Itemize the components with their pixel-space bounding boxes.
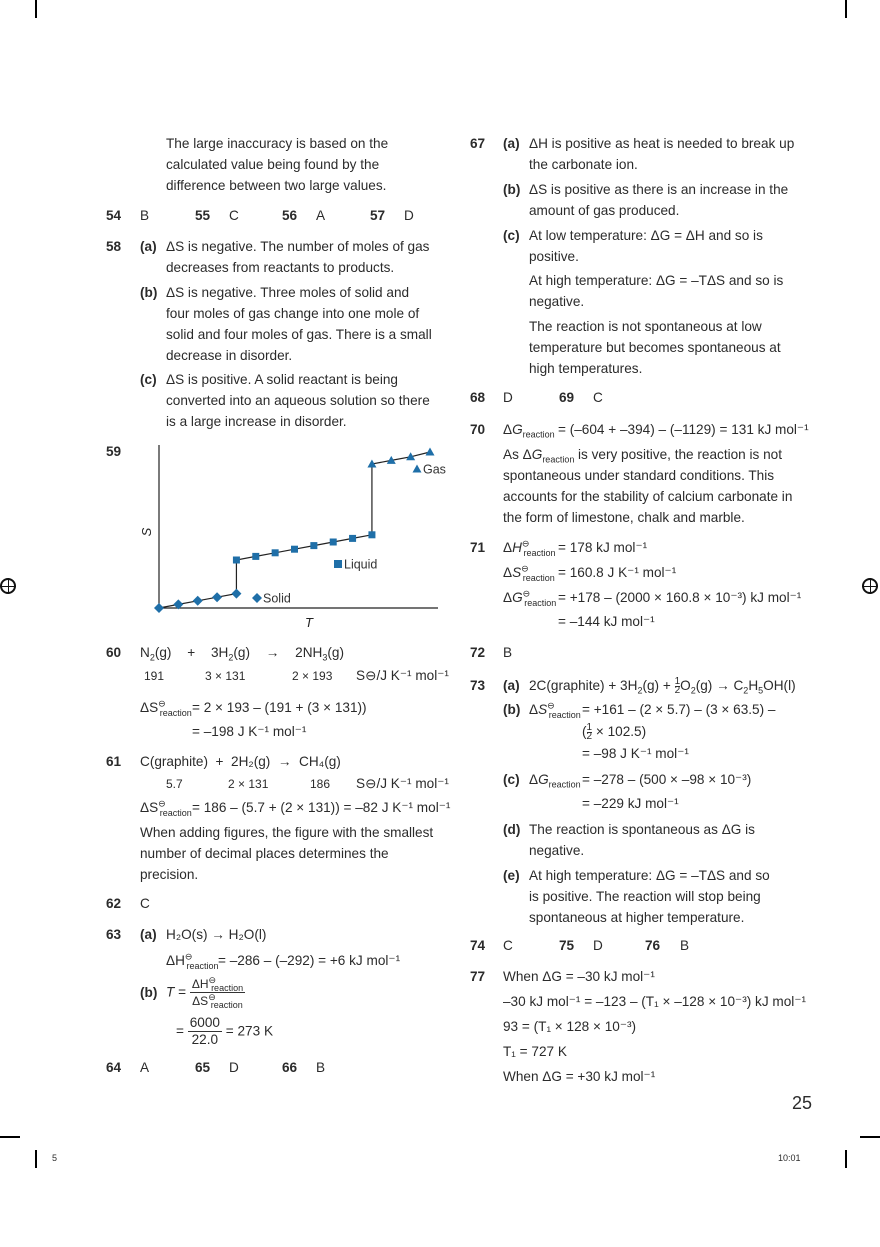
question-number: 64: [106, 1060, 122, 1075]
question-number: 74: [470, 938, 486, 953]
y-axis-label: S: [139, 527, 154, 537]
footer-right: 10:01: [778, 1153, 801, 1163]
calculation: = (–604 + –394) – (–1129) = 131 kJ mol⁻¹: [558, 422, 809, 437]
equation: $N_2(g) + 3H_2(g) \to 2NH_3(g)$: [140, 645, 345, 663]
part-label: (a): [503, 678, 520, 693]
part-label: (a): [503, 136, 520, 151]
delta-s-label: $\Delta S^⊖_{reaction}$: [140, 698, 192, 718]
question-number: 58: [106, 239, 122, 254]
answer-line: ΔS is negative. The number of moles of gas: [166, 239, 430, 254]
part-label: (c): [140, 372, 157, 387]
crop-mark: [0, 1136, 20, 1138]
result: = –198 J K⁻¹ mol⁻¹: [192, 724, 307, 739]
part-label: (b): [140, 285, 158, 300]
answer-line: When ΔG = –30 kJ mol⁻¹: [503, 969, 655, 984]
legend-label: Gas: [423, 462, 446, 477]
page-number: 25: [792, 1093, 813, 1113]
legend-label: Liquid: [344, 557, 378, 572]
question-number: 71: [470, 540, 486, 555]
calculation: = 160.8 J K⁻¹ mol⁻¹: [558, 565, 677, 580]
legend-label: Solid: [263, 591, 291, 606]
registration-mark-icon: [0, 578, 16, 594]
part-label: (c): [503, 772, 520, 787]
question-number: 63: [106, 927, 122, 942]
question-number: 60: [106, 645, 122, 660]
delta-g-label: As $\Delta G_{reaction}$: [503, 447, 575, 465]
answer-line: ΔH is positive as heat is needed to break up: [529, 136, 795, 151]
answer: D: [404, 208, 414, 223]
answer-line: The reaction is not spontaneous at low: [529, 319, 762, 334]
question-number: 75: [559, 938, 575, 953]
delta-h-label: $\Delta H^⊖_{reaction}$: [166, 951, 219, 971]
text-line: is very positive, the reaction is not: [578, 447, 782, 462]
delta-s-label: $\Delta S^⊖_{reaction}$: [140, 798, 192, 818]
answer-line: 93 = (T₁ × 128 × 10⁻³): [503, 1019, 637, 1034]
question-number: 65: [195, 1060, 211, 1075]
answer-line: decreases from reactants to products.: [166, 260, 395, 275]
answer-line: is a large increase in disorder.: [166, 414, 347, 429]
data-point: [310, 542, 317, 549]
answer-line: decrease in disorder.: [166, 348, 293, 363]
text-line: number of decimal places determines the: [140, 846, 389, 861]
answer-line: T₁ = 727 K: [503, 1044, 567, 1059]
crop-mark: [860, 1136, 880, 1138]
question-number: 54: [106, 208, 122, 223]
registration-mark-icon: [862, 578, 878, 594]
legend-marker: [413, 465, 422, 473]
answer: A: [316, 208, 326, 223]
answer: B: [140, 208, 150, 223]
data-point: [330, 539, 337, 546]
data-point: [233, 557, 240, 564]
delta-g-label: $\Delta G_{reaction}$: [503, 422, 555, 440]
temperature-calculation: = $\frac{6000}{22.0}$ = 273 K: [176, 1015, 274, 1047]
answer-line: At low temperature: ΔG = ΔH and so is: [529, 228, 763, 243]
crop-mark: [35, 1150, 37, 1168]
answer-line: At high temperature: ΔG = –TΔS and so is: [529, 273, 784, 288]
calculation: = 178 kJ mol⁻¹: [558, 540, 648, 555]
x-axis-label: T: [305, 615, 313, 630]
question-number: 66: [282, 1060, 298, 1075]
calculation: = –286 – (–292) = +6 kJ mol⁻¹: [218, 953, 401, 968]
answer-line: ΔS is positive. A solid reactant is being: [166, 372, 398, 387]
answer-line: ΔS is negative. Three moles of solid and: [166, 285, 410, 300]
crop-mark: [35, 0, 37, 18]
data-point: [231, 589, 241, 599]
text-line: When adding figures, the figure with the smallest: [140, 825, 434, 840]
question-number: 69: [559, 390, 575, 405]
answer-line: converted into an aqueous solution so there: [166, 393, 430, 408]
result: = –144 kJ mol⁻¹: [558, 614, 655, 629]
part-label: (a): [140, 239, 157, 254]
legend-marker: [252, 593, 262, 603]
value: 186: [310, 777, 331, 791]
value: 3 × 131: [205, 669, 246, 683]
crop-mark: [845, 0, 847, 18]
intro-line: difference between two large values.: [166, 178, 387, 193]
question-number: 56: [282, 208, 298, 223]
legend-marker: [334, 560, 342, 568]
part-label: (d): [503, 822, 521, 837]
answer-line: When ΔG = +30 kJ mol⁻¹: [503, 1069, 656, 1084]
answer: C: [593, 390, 603, 405]
answer-line: –30 kJ mol⁻¹ = –123 – (T₁ × –128 × 10⁻³) kJ mol⁻¹: [503, 994, 807, 1009]
question-number: 70: [470, 422, 486, 437]
question-number: 62: [106, 896, 122, 911]
value: 2 × 193: [292, 669, 333, 683]
answer: D: [593, 938, 603, 953]
answer: C: [503, 938, 513, 953]
answer: D: [503, 390, 513, 405]
value: 2 × 131: [228, 777, 269, 791]
question-number: 57: [370, 208, 386, 223]
data-point: [252, 553, 259, 560]
delta-h-label: $\Delta H^⊖_{reaction}$: [503, 538, 556, 558]
question-number: 68: [470, 390, 486, 405]
calculation: ( $\frac{1}{2}$ × 102.5): [582, 721, 647, 742]
answer: B: [316, 1060, 326, 1075]
units: S⊖/J K⁻¹ mol⁻¹: [356, 776, 449, 791]
answer-line: solid and four moles of gas. There is a small: [166, 327, 432, 342]
calculation: = 2 × 193 – (191 + (3 × 131)): [192, 700, 367, 715]
question-number: 61: [106, 754, 122, 769]
text-line: precision.: [140, 867, 199, 882]
temperature-formula: T = $\frac{\Delta H^⊖_{reaction}}{\Delta S^⊖_{reaction}}$: [166, 975, 244, 1011]
data-point: [193, 596, 203, 606]
calculation: = +178 – (2000 × 160.8 × 10⁻³) kJ mol⁻¹: [558, 590, 802, 605]
text-line: accounts for the stability of calcium carbonate in: [503, 489, 793, 504]
series-line: [159, 452, 430, 608]
answer-line: negative.: [529, 294, 585, 309]
part-label: (b): [503, 702, 521, 717]
answer-line: positive.: [529, 249, 579, 264]
part-label: (b): [140, 985, 158, 1000]
value: 5.7: [166, 777, 183, 791]
answer-line: temperature but becomes spontaneous at: [529, 340, 781, 355]
answer-line: amount of gas produced.: [529, 203, 680, 218]
question-number: 73: [470, 678, 486, 693]
answer-line: At high temperature: ΔG = –TΔS and so: [529, 868, 770, 883]
footer-left: 5: [52, 1153, 58, 1163]
data-point: [291, 546, 298, 553]
answer-line: ΔS is positive as there is an increase in the: [529, 182, 789, 197]
text-line: the form of limestone, chalk and marble.: [503, 510, 745, 525]
question-number: 77: [470, 969, 486, 984]
question-number: 55: [195, 208, 211, 223]
answer-line: four moles of gas change into one mole of: [166, 306, 420, 321]
answer: C: [140, 896, 150, 911]
data-point: [272, 549, 279, 556]
data-point: [368, 531, 375, 538]
part-label: (c): [503, 228, 520, 243]
answer-line: is positive. The reaction will stop being: [529, 889, 761, 904]
question-number: 76: [645, 938, 661, 953]
question-number: 67: [470, 136, 486, 151]
answer-line: The reaction is spontaneous as ΔG is: [529, 822, 755, 837]
delta-g-label: $\Delta G_{reaction}$: [529, 772, 581, 790]
calculation: = +161 – (2 × 5.7) – (3 × 63.5) –: [582, 702, 776, 717]
answer: A: [140, 1060, 150, 1075]
units: S⊖/J K⁻¹ mol⁻¹: [356, 668, 449, 683]
answer: C: [229, 208, 239, 223]
intro-line: The large inaccuracy is based on the: [166, 136, 389, 151]
answer-line: negative.: [529, 843, 585, 858]
data-point: [212, 592, 222, 602]
value: 191: [144, 669, 165, 683]
answer-line: the carbonate ion.: [529, 157, 638, 172]
delta-g-label: $\Delta G^⊖_{reaction}$: [503, 588, 557, 608]
part-label: (e): [503, 868, 520, 883]
data-point: [426, 448, 435, 456]
calculation: = –278 – (500 × –98 × 10⁻³): [582, 772, 752, 787]
answer: D: [229, 1060, 239, 1075]
text-line: spontaneous under standard conditions. This: [503, 468, 775, 483]
calculation: = 186 – (5.7 + (2 × 131)) = –82 J K⁻¹ mol⁻¹: [192, 800, 451, 815]
equation: 2C(graphite) + $3H_2(g)$ + $\frac{1}{2}$ $O_2(g) \to C_2H_5OH(l)$: [529, 675, 796, 696]
entropy-temperature-chart: [135, 440, 455, 635]
delta-s-label: $\Delta S^⊖_{reaction}$: [529, 700, 581, 720]
intro-line: calculated value being found by the: [166, 157, 380, 172]
result: = –98 J K⁻¹ mol⁻¹: [582, 746, 689, 761]
result: = –229 kJ mol⁻¹: [582, 796, 679, 811]
question-number: 72: [470, 645, 486, 660]
part-label: (b): [503, 182, 521, 197]
data-point: [349, 535, 356, 542]
equation: H₂O(s) → H₂O(l): [166, 927, 267, 942]
crop-mark: [845, 1150, 847, 1168]
equation: C(graphite) + 2H₂(g) → CH₄(g): [140, 754, 341, 769]
answer-line: high temperatures.: [529, 361, 643, 376]
question-number: 59: [106, 444, 122, 459]
answer: B: [680, 938, 690, 953]
part-label: (a): [140, 927, 157, 942]
data-point: [154, 603, 164, 613]
answer-line: spontaneous at higher temperature.: [529, 910, 745, 925]
delta-s-label: $\Delta S^⊖_{reaction}$: [503, 563, 555, 583]
answer: B: [503, 645, 513, 660]
